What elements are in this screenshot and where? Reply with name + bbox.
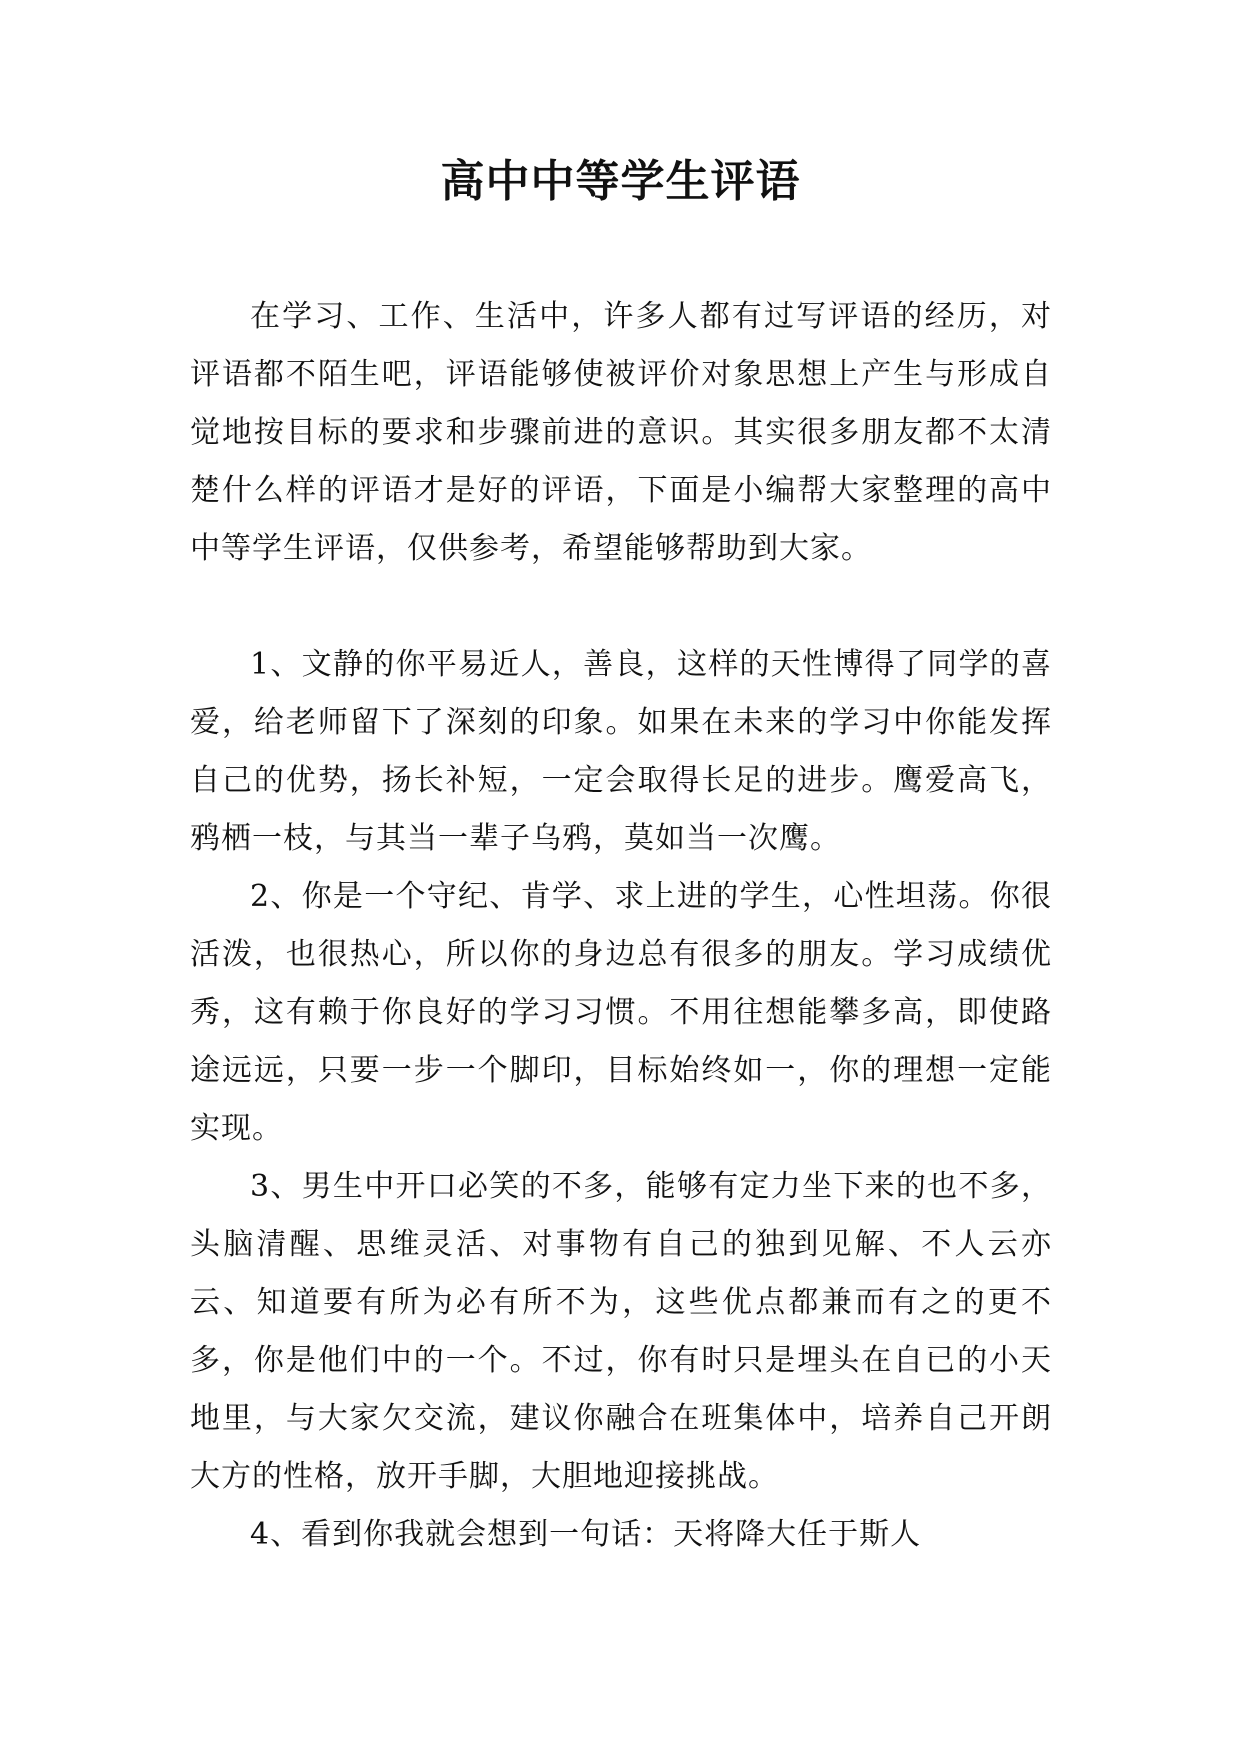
page-title: 高中中等学生评语	[440, 156, 801, 207]
comment-item-4: 4、看到你我就会想到一句话：天将降大任于斯人	[250, 1517, 922, 1552]
comment-item-3: 3、男生中开口必笑的不多，能够有定力坐下来的也不多，头脑清醒、思维灵活、对事物有自己的独到见解、不人云亦云、知道要有所为必有所不为，这些优点都兼而有之的更不多，你是他们中的一个。不过，你有时只是埋头在自已的小天地里，与大家欠交流，建议你融合在班集体中，培养自己开朗大方的性格，放开手脚，大胆地迎接挑战。	[190, 1169, 1052, 1494]
intro-paragraph: 在学习、工作、生活中，许多人都有过写评语的经历，对评语都不陌生吧，评语能够使被评价对象思想上产生与形成自觉地按目标的要求和步骤前进的意识。其实很多朋友都不太清楚什么样的评语才是好的评语，下面是小编帮大家整理的高中中等学生评语，仅供参考，希望能够帮助到大家。	[190, 299, 1052, 566]
comment-item-2: 2、你是一个守纪、肯学、求上进的学生，心性坦荡。你很活泼，也很热心，所以你的身边总有很多的朋友。学习成绩优秀，这有赖于你良好的学习习惯。不用往想能攀多高，即使路途远远，只要一步一个脚印，目标始终如一，你的理想一定能实现。	[190, 879, 1052, 1146]
document-body	[190, 288, 1052, 1564]
comment-item-1: 1、文静的你平易近人，善良，这样的天性博得了同学的喜爱，给老师留下了深刻的印象。如果在未来的学习中你能发挥自己的优势，扬长补短，一定会取得长足的进步。鹰爱高飞，鸦栖一枝，与其当一辈子乌鸦，莫如当一次鹰。	[190, 647, 1052, 856]
